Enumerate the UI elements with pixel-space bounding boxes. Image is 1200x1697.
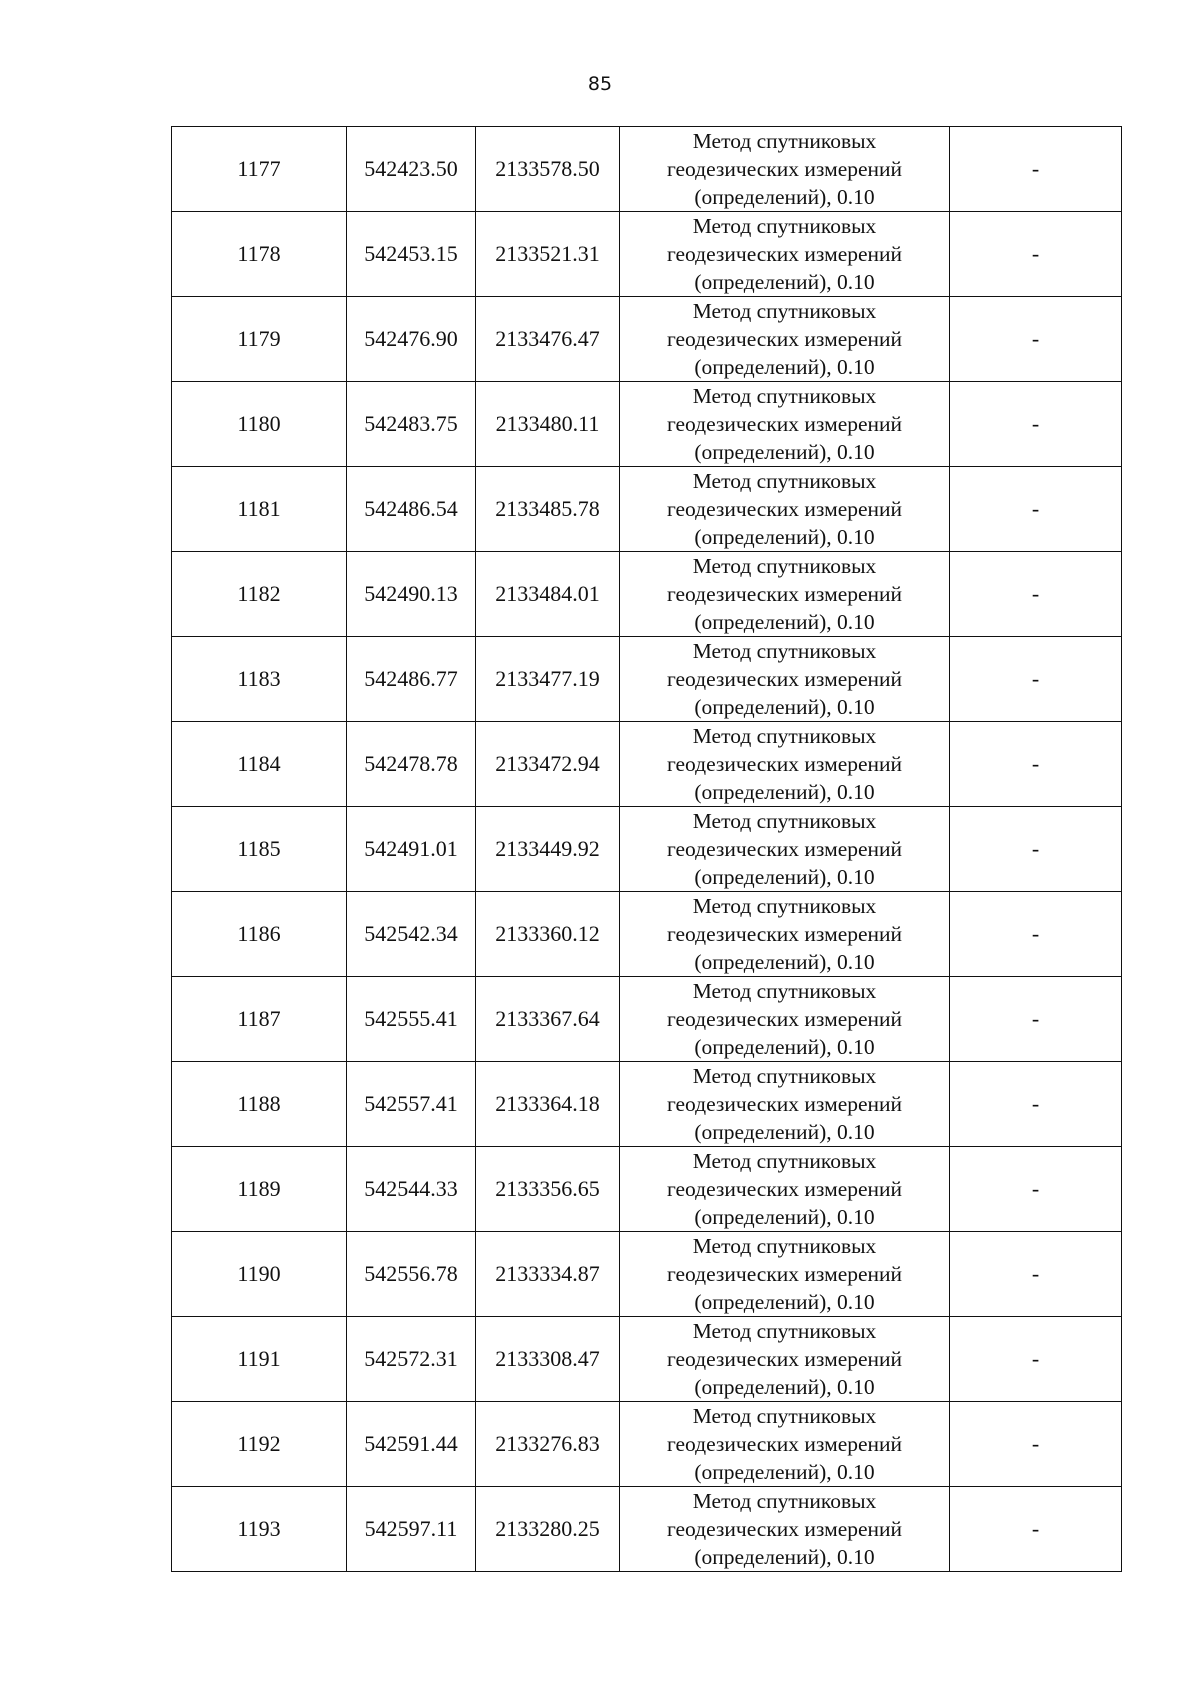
method-cell bbox=[620, 1062, 950, 1147]
method-cell bbox=[620, 1402, 950, 1487]
method-line: Метод спутниковых bbox=[692, 384, 877, 408]
method-cell bbox=[620, 892, 950, 977]
method-cell bbox=[620, 552, 950, 637]
method-line: (определений), 0.10 bbox=[694, 355, 875, 379]
method-line: геодезических измерений bbox=[666, 157, 903, 181]
y-coordinate-cell: 2133477.19 bbox=[476, 637, 620, 722]
method-cell bbox=[620, 722, 950, 807]
method-line: геодезических измерений bbox=[666, 582, 903, 606]
method-line: Метод спутниковых bbox=[692, 214, 877, 238]
method-line: геодезических измерений bbox=[666, 1177, 903, 1201]
method-line: геодезических измерений bbox=[666, 1347, 903, 1371]
method-line: Метод спутниковых bbox=[692, 299, 877, 323]
x-coordinate-cell: 542453.15 bbox=[347, 212, 476, 297]
x-coordinate-cell: 542486.54 bbox=[347, 467, 476, 552]
method-cell bbox=[620, 127, 950, 212]
table-row bbox=[172, 127, 1122, 212]
method-line: (определений), 0.10 bbox=[694, 695, 875, 719]
point-number-cell: 1179 bbox=[172, 297, 347, 382]
y-coordinate-cell: 2133480.11 bbox=[476, 382, 620, 467]
point-number-cell: 1187 bbox=[172, 977, 347, 1062]
method-cell bbox=[620, 467, 950, 552]
note-cell: - bbox=[950, 892, 1122, 977]
note-cell: - bbox=[950, 637, 1122, 722]
method-line: геодезических измерений bbox=[666, 667, 903, 691]
note-cell: - bbox=[950, 1487, 1122, 1572]
table-row bbox=[172, 637, 1122, 722]
x-coordinate-cell: 542478.78 bbox=[347, 722, 476, 807]
y-coordinate-cell: 2133276.83 bbox=[476, 1402, 620, 1487]
point-number-cell: 1177 bbox=[172, 127, 347, 212]
method-line: (определений), 0.10 bbox=[694, 1205, 875, 1229]
point-number-cell: 1184 bbox=[172, 722, 347, 807]
note-cell: - bbox=[950, 1402, 1122, 1487]
method-cell bbox=[620, 977, 950, 1062]
y-coordinate-cell: 2133476.47 bbox=[476, 297, 620, 382]
point-number-cell: 1180 bbox=[172, 382, 347, 467]
method-line: (определений), 0.10 bbox=[694, 525, 875, 549]
method-cell bbox=[620, 297, 950, 382]
method-line: Метод спутниковых bbox=[692, 894, 877, 918]
coordinates-table bbox=[171, 126, 1122, 1572]
method-line: Метод спутниковых bbox=[692, 469, 877, 493]
method-cell bbox=[620, 1317, 950, 1402]
x-coordinate-cell: 542542.34 bbox=[347, 892, 476, 977]
point-number-cell: 1186 bbox=[172, 892, 347, 977]
point-number-cell: 1185 bbox=[172, 807, 347, 892]
method-line: Метод спутниковых bbox=[692, 1149, 877, 1173]
method-line: (определений), 0.10 bbox=[694, 1035, 875, 1059]
point-number-cell: 1182 bbox=[172, 552, 347, 637]
table-row bbox=[172, 552, 1122, 637]
method-line: геодезических измерений bbox=[666, 1262, 903, 1286]
method-line: (определений), 0.10 bbox=[694, 1120, 875, 1144]
method-line: (определений), 0.10 bbox=[694, 440, 875, 464]
table-row bbox=[172, 1402, 1122, 1487]
table-row bbox=[172, 467, 1122, 552]
method-line: Метод спутниковых bbox=[692, 1489, 877, 1513]
point-number-cell: 1188 bbox=[172, 1062, 347, 1147]
method-line: геодезических измерений bbox=[666, 922, 903, 946]
table-row bbox=[172, 722, 1122, 807]
method-line: (определений), 0.10 bbox=[694, 1460, 875, 1484]
y-coordinate-cell: 2133578.50 bbox=[476, 127, 620, 212]
y-coordinate-cell: 2133367.64 bbox=[476, 977, 620, 1062]
note-cell: - bbox=[950, 382, 1122, 467]
point-number-cell: 1178 bbox=[172, 212, 347, 297]
table-row bbox=[172, 807, 1122, 892]
point-number-cell: 1193 bbox=[172, 1487, 347, 1572]
point-number-cell: 1191 bbox=[172, 1317, 347, 1402]
method-line: Метод спутниковых bbox=[692, 724, 877, 748]
method-line: (определений), 0.10 bbox=[694, 185, 875, 209]
y-coordinate-cell: 2133356.65 bbox=[476, 1147, 620, 1232]
note-cell: - bbox=[950, 1147, 1122, 1232]
x-coordinate-cell: 542476.90 bbox=[347, 297, 476, 382]
point-number-cell: 1181 bbox=[172, 467, 347, 552]
x-coordinate-cell: 542490.13 bbox=[347, 552, 476, 637]
method-cell bbox=[620, 212, 950, 297]
method-line: Метод спутниковых bbox=[692, 129, 877, 153]
table-row bbox=[172, 297, 1122, 382]
note-cell: - bbox=[950, 977, 1122, 1062]
y-coordinate-cell: 2133308.47 bbox=[476, 1317, 620, 1402]
method-line: (определений), 0.10 bbox=[694, 610, 875, 634]
method-line: геодезических измерений bbox=[666, 497, 903, 521]
y-coordinate-cell: 2133484.01 bbox=[476, 552, 620, 637]
method-cell bbox=[620, 1147, 950, 1232]
note-cell: - bbox=[950, 722, 1122, 807]
x-coordinate-cell: 542486.77 bbox=[347, 637, 476, 722]
note-cell: - bbox=[950, 127, 1122, 212]
x-coordinate-cell: 542423.50 bbox=[347, 127, 476, 212]
y-coordinate-cell: 2133364.18 bbox=[476, 1062, 620, 1147]
method-line: Метод спутниковых bbox=[692, 1319, 877, 1343]
method-line: геодезических измерений bbox=[666, 1092, 903, 1116]
y-coordinate-cell: 2133360.12 bbox=[476, 892, 620, 977]
note-cell: - bbox=[950, 1062, 1122, 1147]
point-number-cell: 1189 bbox=[172, 1147, 347, 1232]
method-line: геодезических измерений bbox=[666, 242, 903, 266]
table-row bbox=[172, 1487, 1122, 1572]
method-line: (определений), 0.10 bbox=[694, 270, 875, 294]
point-number-cell: 1192 bbox=[172, 1402, 347, 1487]
method-line: Метод спутниковых bbox=[692, 979, 877, 1003]
y-coordinate-cell: 2133485.78 bbox=[476, 467, 620, 552]
table-row bbox=[172, 1147, 1122, 1232]
coordinates-table-body bbox=[172, 127, 1122, 1572]
method-line: Метод спутниковых bbox=[692, 1064, 877, 1088]
method-cell bbox=[620, 807, 950, 892]
method-line: геодезических измерений bbox=[666, 412, 903, 436]
y-coordinate-cell: 2133334.87 bbox=[476, 1232, 620, 1317]
note-cell: - bbox=[950, 1232, 1122, 1317]
table-row bbox=[172, 977, 1122, 1062]
x-coordinate-cell: 542591.44 bbox=[347, 1402, 476, 1487]
method-line: Метод спутниковых bbox=[692, 1234, 877, 1258]
note-cell: - bbox=[950, 467, 1122, 552]
method-line: (определений), 0.10 bbox=[694, 950, 875, 974]
method-line: геодезических измерений bbox=[666, 1432, 903, 1456]
x-coordinate-cell: 542556.78 bbox=[347, 1232, 476, 1317]
point-number-cell: 1183 bbox=[172, 637, 347, 722]
method-cell bbox=[620, 1232, 950, 1317]
method-line: Метод спутниковых bbox=[692, 554, 877, 578]
y-coordinate-cell: 2133280.25 bbox=[476, 1487, 620, 1572]
table-row bbox=[172, 212, 1122, 297]
y-coordinate-cell: 2133472.94 bbox=[476, 722, 620, 807]
table-row bbox=[172, 1317, 1122, 1402]
x-coordinate-cell: 542544.33 bbox=[347, 1147, 476, 1232]
method-line: Метод спутниковых bbox=[692, 639, 877, 663]
method-line: геодезических измерений bbox=[666, 1007, 903, 1031]
table-row bbox=[172, 892, 1122, 977]
x-coordinate-cell: 542491.01 bbox=[347, 807, 476, 892]
table-row bbox=[172, 1062, 1122, 1147]
method-cell bbox=[620, 637, 950, 722]
method-line: геодезических измерений bbox=[666, 327, 903, 351]
y-coordinate-cell: 2133449.92 bbox=[476, 807, 620, 892]
x-coordinate-cell: 542555.41 bbox=[347, 977, 476, 1062]
method-cell bbox=[620, 1487, 950, 1572]
point-number-cell: 1190 bbox=[172, 1232, 347, 1317]
table-row bbox=[172, 1232, 1122, 1317]
method-line: (определений), 0.10 bbox=[694, 1290, 875, 1314]
x-coordinate-cell: 542597.11 bbox=[347, 1487, 476, 1572]
note-cell: - bbox=[950, 807, 1122, 892]
note-cell: - bbox=[950, 212, 1122, 297]
x-coordinate-cell: 542557.41 bbox=[347, 1062, 476, 1147]
method-line: геодезических измерений bbox=[666, 752, 903, 776]
method-cell bbox=[620, 382, 950, 467]
method-line: Метод спутниковых bbox=[692, 1404, 877, 1428]
table-row bbox=[172, 382, 1122, 467]
method-line: (определений), 0.10 bbox=[694, 1375, 875, 1399]
note-cell: - bbox=[950, 552, 1122, 637]
x-coordinate-cell: 542572.31 bbox=[347, 1317, 476, 1402]
method-line: (определений), 0.10 bbox=[694, 780, 875, 804]
method-line: геодезических измерений bbox=[666, 1517, 903, 1541]
method-line: Метод спутниковых bbox=[692, 809, 877, 833]
method-line: (определений), 0.10 bbox=[694, 1545, 875, 1569]
page-number: 85 bbox=[587, 73, 613, 95]
note-cell: - bbox=[950, 297, 1122, 382]
method-line: (определений), 0.10 bbox=[694, 865, 875, 889]
method-line: геодезических измерений bbox=[666, 837, 903, 861]
note-cell: - bbox=[950, 1317, 1122, 1402]
x-coordinate-cell: 542483.75 bbox=[347, 382, 476, 467]
y-coordinate-cell: 2133521.31 bbox=[476, 212, 620, 297]
